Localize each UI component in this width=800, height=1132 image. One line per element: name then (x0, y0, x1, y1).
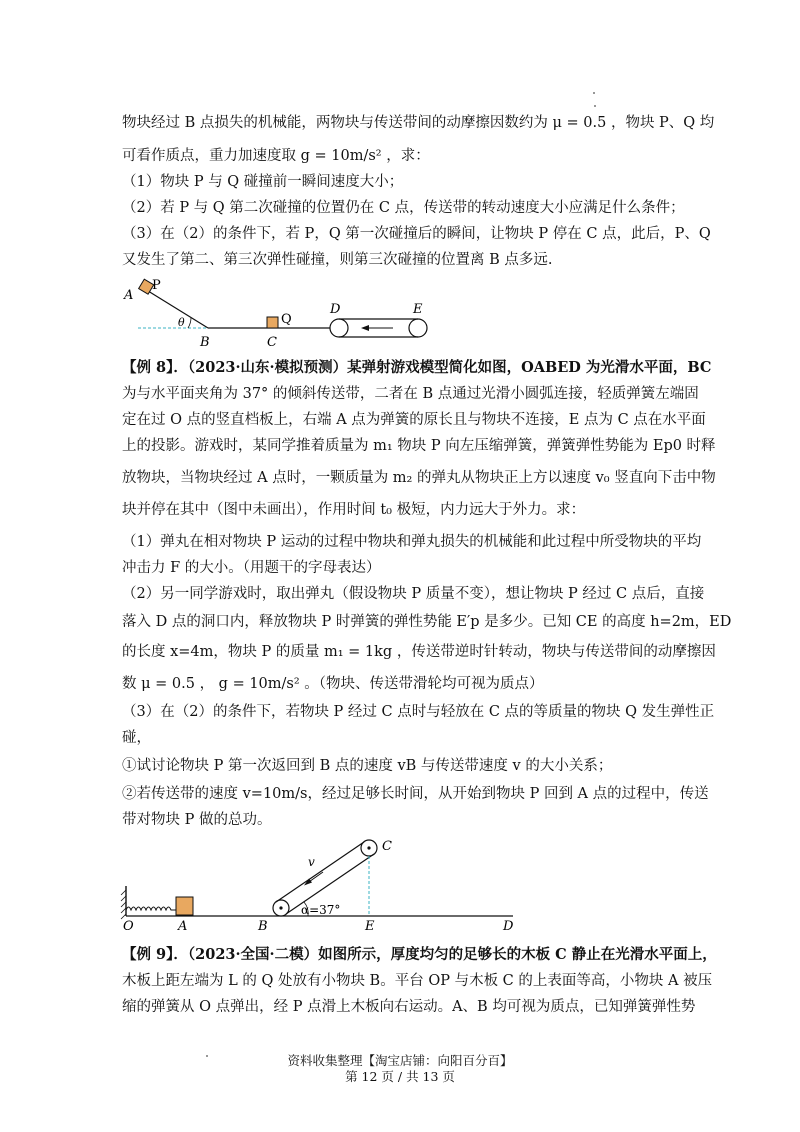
pulley-e (409, 319, 427, 337)
label-b: B (258, 919, 268, 934)
block-p (176, 897, 193, 915)
example-8-title: 【例 8】．（2023·山东·模拟预测）某弹射游戏模型简化如图，OABED 为光滑水平面，BC (122, 359, 712, 376)
arrow-head (361, 325, 369, 331)
footer-page-number: 第 12 页 / 共 13 页 (345, 1069, 455, 1084)
label-a: A (124, 288, 134, 303)
text-line: （1）弹丸在相对物块 P 运动的过程中物块和弹丸损失的机械能和此过程中所受物块的平均 (122, 534, 702, 550)
label-c: C (382, 839, 392, 854)
text-line: ①试讨论物块 P 第一次返回到 B 点的速度 vB 与传送带速度 v 的大小关系； (122, 758, 613, 774)
example-9-title: 【例 9】．（2023·全国·二模）如图所示，厚度均匀的足够长的木板 C 静止在光滑水平面上， (122, 946, 717, 963)
label-q: Q (281, 312, 292, 327)
text-line: ②若传送带的速度 v=10m/s，经过足够长时间，从开始到物块 P 回到 A 点的过程中，传送 (122, 786, 709, 802)
text-line: 落入 D 点的洞口内，释放物块 P 时弹簧的弹性势能 E′p 是多少。已知 CE 的高度 h=2m，ED (122, 614, 732, 630)
footer-source: 资料收集整理【淘宝店铺：向阳百分百】 (287, 1053, 513, 1068)
label-e: E (413, 302, 423, 317)
label-alpha: α=37° (301, 903, 341, 917)
text-line: 上的投影。游戏时，某同学推着质量为 m₁ 物块 P 向左压缩弹簧，弹簧弹性势能为 Ep0 时释 (122, 438, 716, 454)
pulley-d (330, 319, 348, 337)
text-line: 为与水平面夹角为 37° 的倾斜传送带，二者在 B 点通过光滑小圆弧连接，轻质弹簧左端固 (122, 386, 699, 402)
text-line: （1）物块 P 与 Q 碰撞前一瞬间速度大小； (122, 174, 404, 190)
text-line: （3）在（2）的条件下，若物块 P 经过 C 点时与轻放在 C 点的等质量的物块 Q 发生弹性正 (122, 704, 715, 720)
label-v: v (308, 855, 315, 869)
block-q (267, 317, 278, 328)
text-line: 放物块，当物块经过 A 点时，一颗质量为 m₂ 的弹丸从物块正上方以速度 v₀ 竖直向下击中物 (122, 470, 716, 486)
text-line: （2）若 P 与 Q 第二次碰撞的位置仍在 C 点，传送带的转动速度大小应满足什么条件； (122, 200, 685, 216)
label-p: P (152, 278, 161, 293)
label-d: D (330, 302, 341, 317)
theta-arc (188, 317, 191, 328)
text-line: （3）在（2）的条件下，若 P，Q 第一次碰撞后的瞬间，让物块 P 停在 C 点，此后，P、Q (122, 226, 711, 242)
label-c: C (267, 335, 277, 350)
text-line: 可看作质点，重力加速度取 g = 10m/s² ，求： (122, 148, 430, 164)
figure-incline-conveyor (118, 276, 448, 354)
text-line: 的长度 x=4m，物块 P 的质量 m₁ = 1kg ，传送带逆时针转动，物块与传送带间的动摩擦因 (122, 644, 716, 660)
pulley-c-center (367, 846, 370, 849)
incline-line (140, 286, 208, 328)
label-e: E (365, 919, 375, 934)
label-theta: θ (178, 316, 185, 329)
belt-upper (276, 842, 364, 902)
text-line: 定在过 O 点的竖直档板上，右端 A 点为弹簧的原长且与物块不连接，E 点为 C 点在水平面 (122, 412, 706, 428)
text-line: 物块经过 B 点损失的机械能，两物块与传送带间的动摩擦因数约为 μ = 0.5 ，物块 P、Q 均 (122, 115, 715, 131)
text-line: 又发生了第二、第三次弹性碰撞，则第三次碰撞的位置离 B 点多远. (122, 252, 553, 268)
text-line: 带对物块 P 做的总功。 (122, 812, 272, 828)
text-line: （2）另一同学游戏时，取出弹丸（假设物块 P 质量不变），想让物块 P 经过 C 点后，直接 (122, 586, 705, 602)
text-line: 数 μ = 0.5 ， g = 10m/s² 。（物块、传送带滑轮均可视为质点） (122, 676, 544, 692)
pulley-b-center (279, 906, 282, 909)
label-d: D (503, 919, 514, 934)
text-line: 碰， (122, 730, 151, 746)
spring (126, 907, 176, 910)
label-o: O (123, 919, 134, 934)
label-b: B (200, 335, 210, 350)
text-line: 木板上距左端为 L 的 Q 处放有小物块 B。平台 OP 与木板 C 的上表面等高，小物块 A 被压 (122, 973, 713, 989)
text-line: 冲击力 F 的大小。（用题干的字母表达） (122, 560, 381, 576)
text-line: 块并停在其中（图中未画出），作用时间 t₀ 极短，内力远大于外力。求： (122, 502, 586, 518)
figure-spring-conveyor (118, 834, 518, 934)
label-a: A (178, 919, 188, 934)
text-line: 缩的弹簧从 O 点弹出，经 P 点滑上木板向右运动。A、B 均可视为质点，已知弹簧弹性势 (122, 999, 696, 1015)
